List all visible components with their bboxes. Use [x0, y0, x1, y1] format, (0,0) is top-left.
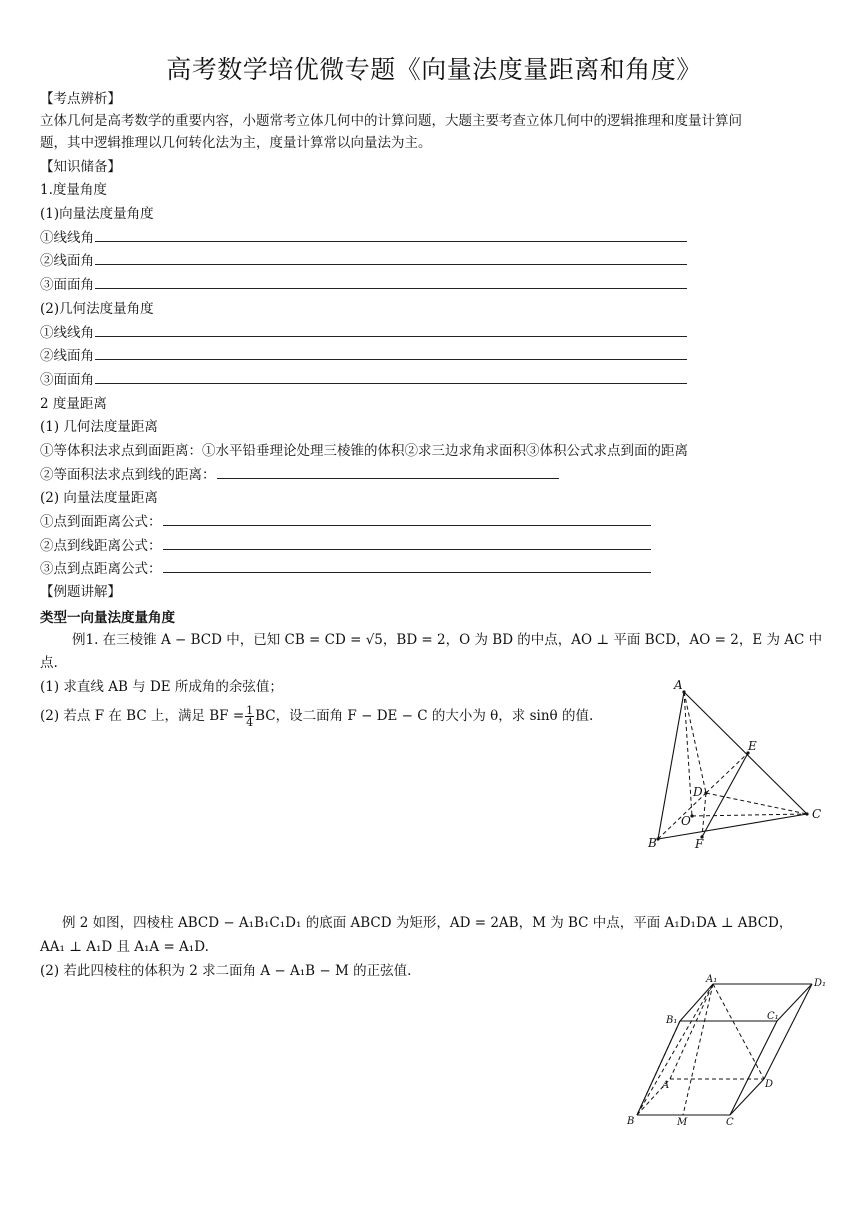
blank-line: [163, 560, 651, 573]
distance-heading: 2 度量距离: [40, 396, 107, 412]
example1-question-2: (2) 若点 F 在 BC 上，满足 BF = $\frac{1}{4}$ BC，设二面角 F − DE − C 的大小为 θ，求 sinθ 的值.: [40, 704, 594, 729]
label-b1: B₁: [666, 1015, 678, 1026]
vector-distance-heading: (2) 向量法度量距离: [40, 490, 158, 506]
label-b: B: [627, 1116, 635, 1127]
fill-line-item: ③点到点距离公式：: [40, 560, 651, 578]
fill-line-item: ③面面角: [40, 371, 687, 389]
label-c1: C₁: [767, 1011, 779, 1022]
fill-line-item: ①线线角: [40, 229, 687, 247]
label-d1: D₁: [814, 978, 827, 989]
label-a1: A₁: [706, 974, 718, 985]
label-o: O: [681, 814, 691, 828]
label-c: C: [812, 807, 822, 821]
example1-question-1: (1) 求直线 AB 与 DE 所成角的余弦值；: [40, 679, 283, 695]
vector-angle-heading: (1)向量法度量角度: [40, 206, 154, 222]
label-m: M: [677, 1117, 688, 1128]
label-b: B: [648, 836, 657, 850]
blank-line: [95, 324, 687, 337]
example2-line-1: 例 2 如图，四棱柱 ABCD − A₁B₁C₁D₁ 的底面 ABCD 为矩形，AD = 2AB，M 为 BC 中点，平面 A₁D₁DA ⊥ ABCD，: [62, 915, 793, 931]
example2-question-2: (2) 若此四棱柱的体积为 2 求二面角 A − A₁B − M 的正弦值.: [40, 963, 412, 979]
knowledge-heading: 【知识储备】: [40, 159, 121, 175]
fill-line-item: ②线面角: [40, 347, 687, 365]
analysis-text-line-1: 立体几何是高考数学的重要内容，小题常考立体几何中的计算问题，大题主要考查立体几何中的逻辑推理和度量计算问: [40, 113, 742, 129]
blank-line: [95, 229, 687, 242]
label-d: D: [693, 785, 703, 799]
type1-heading: 类型一向量法度量角度: [40, 610, 175, 626]
geo-distance-heading: (1) 几何法度量距离: [40, 419, 158, 435]
fill-line-item: ③面面角: [40, 276, 687, 294]
example1-line-1: 例1. 在三棱锥 A − BCD 中，已知 CB = CD = √5，BD = 2，O 为 BD 的中点，AO ⊥ 平面 BCD，AO = 2，E 为 AC 中: [72, 632, 823, 648]
label-a: A: [674, 678, 683, 692]
fill-line-item: ②线面角: [40, 252, 687, 270]
fill-line-item: ①线线角: [40, 324, 687, 342]
example2-line-2: AA₁ ⊥ A₁D 且 A₁A = A₁D.: [40, 939, 209, 955]
label-e: E: [748, 739, 757, 753]
blank-line: [95, 347, 687, 360]
fraction: $\frac{1}{4}$: [246, 704, 254, 729]
blank-line: [95, 371, 687, 384]
blank-line: [95, 276, 687, 289]
label-d: D: [765, 1079, 774, 1090]
fill-line-item: ②等面积法求点到线的距离：: [40, 466, 559, 484]
label-c: C: [726, 1117, 734, 1128]
label-a: A: [662, 1080, 670, 1091]
blank-line: [163, 537, 651, 550]
geo-distance-item-1: ①等体积法求点到面距离：①水平铅垂理论处理三棱锥的体积②求三边求角求面积③体积公式求点到面的距离: [40, 443, 688, 459]
page-title: 高考数学培优微专题《向量法度量距离和角度》: [166, 55, 702, 84]
analysis-text-line-2: 题，其中逻辑推理以几何转化法为主，度量计算常以向量法为主。: [40, 135, 432, 151]
blank-line: [163, 513, 651, 526]
blank-line: [95, 252, 687, 265]
label-f: F: [695, 837, 704, 851]
examples-heading: 【例题讲解】: [40, 584, 121, 600]
geo-angle-heading: (2)几何法度量角度: [40, 301, 154, 317]
example1-line-2: 点.: [40, 655, 58, 671]
angle-heading: 1.度量角度: [40, 182, 107, 198]
fill-line-item: ②点到线距离公式：: [40, 537, 651, 555]
blank-line: [217, 466, 559, 479]
analysis-heading: 【考点辨析】: [40, 91, 121, 107]
prism-figure: [620, 970, 835, 1130]
tetrahedron-figure: [630, 672, 830, 852]
fill-line-item: ①点到面距离公式：: [40, 513, 651, 531]
